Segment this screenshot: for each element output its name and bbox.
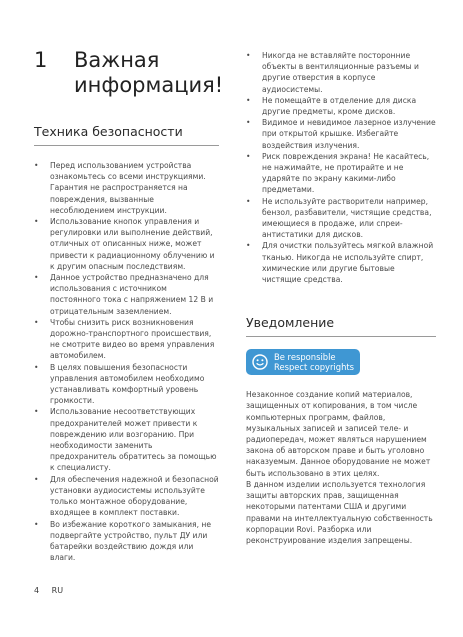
bullet-icon: • — [34, 362, 39, 372]
language-code: RU — [51, 586, 64, 595]
bullet-icon: • — [34, 273, 39, 283]
safety-list-item — [34, 216, 219, 272]
bullet-icon: • — [246, 118, 251, 128]
safety-list-item-text: Перед использованием устройства ознакомьтесь со всеми инструкциями. Гарантия не распространяется на повреждения, вызванные несоблюдением инструкции. — [50, 161, 206, 215]
right-column — [246, 50, 436, 546]
bullet-icon: • — [34, 317, 39, 327]
page-footer — [34, 586, 63, 595]
left-column — [34, 48, 224, 563]
safety-list-item-text: Не используйте растворители например, бензол, разбавители, чистящие средства, имеющиеся в продаже, или спреи-антистатики для дисков. — [262, 196, 432, 240]
safety-list-left — [34, 160, 219, 563]
bullet-icon: • — [34, 407, 39, 417]
safety-list-item-text: В целях повышения безопасности управления автомобилем необходимо устанавливать комфортный уровень громкости. — [50, 362, 205, 406]
safety-list-item — [246, 151, 436, 196]
copyright-paragraph-1: Незаконное создание копий материалов, защищенных от копирования, в том числе компьютерных программ, файлов, музыкальных записей и записей теле- и радиопередач, может являться нарушением закона об авторском праве и быть уголовно наказуемым. Данное оборудование не может быть использовано в этих целях. — [246, 390, 431, 478]
copyright-badge — [246, 349, 360, 375]
bullet-icon: • — [34, 519, 39, 529]
safety-list-item — [246, 196, 436, 241]
bullet-icon: • — [246, 51, 251, 60]
safety-list-item — [246, 95, 436, 117]
safety-list-item-text: Использование несоответствующих предохранителей может привести к повреждению или возгоранию. При необходимости заменить предохранитель обратитесь за помощью к специалисту. — [50, 407, 217, 473]
safety-list-item — [34, 272, 219, 317]
safety-list-item-text: Риск повреждения экрана! Не касайтесь, не нажимайте, не протирайте и не ударяйте по экрану какими-либо предметами. — [262, 151, 430, 195]
safety-list-item-text: Для очистки пользуйтесь мягкой влажной тканью. Никогда не используйте спирт, химические или другие бытовые чистящие средства. — [262, 241, 434, 285]
chapter-heading — [34, 48, 224, 110]
bullet-icon: • — [246, 196, 251, 206]
chapter-title — [74, 48, 224, 98]
safety-list-right — [246, 50, 436, 285]
safety-list-item — [34, 406, 219, 473]
safety-list-item — [246, 240, 436, 285]
smiley-icon — [252, 354, 268, 370]
bullet-icon: • — [246, 151, 251, 161]
copyright-notice — [246, 389, 436, 546]
bullet-icon: • — [246, 95, 251, 105]
safety-list-item — [246, 117, 436, 151]
bullet-icon: • — [34, 161, 39, 170]
safety-list-item — [34, 519, 219, 564]
bullet-icon: • — [34, 474, 39, 484]
badge-text-line2: Respect copyrights — [274, 362, 355, 373]
safety-list-item-text: Не помещайте в отделение для диска другие предметы, кроме дисков. — [262, 95, 417, 117]
safety-heading: Техника безопасности — [34, 124, 219, 146]
safety-list-item — [34, 362, 219, 407]
safety-list-item-text: Видимое и невидимое лазерное излучение при открытой крышке. Избегайте воздействия излучения. — [262, 118, 436, 150]
chapter-title-line2: информация! — [74, 73, 224, 97]
chapter-number: 1 — [34, 48, 48, 72]
badge-text-line1: Be responsible — [274, 352, 336, 363]
page-number: 4 — [34, 586, 40, 595]
safety-list-item — [34, 474, 219, 519]
safety-list-item-text: Использование кнопок управления и регулировки или выполнение действий, отличных от описанных ниже, может привести к радиационному облучению и к другим опасным последствиям. — [50, 217, 215, 271]
safety-list-item-text: Во избежание короткого замыкания, не подвергайте устройство, пульт ДУ или батарейки воздействию дождя или влаги. — [50, 519, 212, 563]
safety-list-item — [34, 317, 219, 362]
safety-list-item — [34, 160, 219, 216]
chapter-title-line1: Важная — [74, 48, 160, 72]
bullet-icon: • — [34, 217, 39, 227]
safety-list-item-text: Для обеспечения надежной и безопасной установки аудиосистемы используйте только монтажное оборудование, входящее в комплект поставки. — [50, 474, 219, 518]
safety-list-item-text: Никогда не вставляйте посторонние объекты в вентиляционные разъемы и другие отверстия в корпусе аудиосистемы. — [262, 51, 419, 94]
copyright-paragraph-2: В данном изделии используется технология защиты авторских прав, защищенная некоторыми патентами США и другими правами на интеллектуальную собственность корпорации Rovi. Разборка или реконструирование изделия запрещены. — [246, 479, 433, 545]
safety-list-item-text: Данное устройство предназначено для использования с источником постоянного тока с напряжением 12 В и отрицательным заземлением. — [50, 273, 214, 316]
safety-list-item — [246, 50, 436, 95]
notice-heading: Уведомление — [246, 315, 436, 337]
safety-list-item-text: Чтобы снизить риск возникновения дорожно-транспортного происшествия, не смотрите видео во время управления автомобилем. — [50, 317, 215, 361]
bullet-icon: • — [246, 241, 251, 251]
